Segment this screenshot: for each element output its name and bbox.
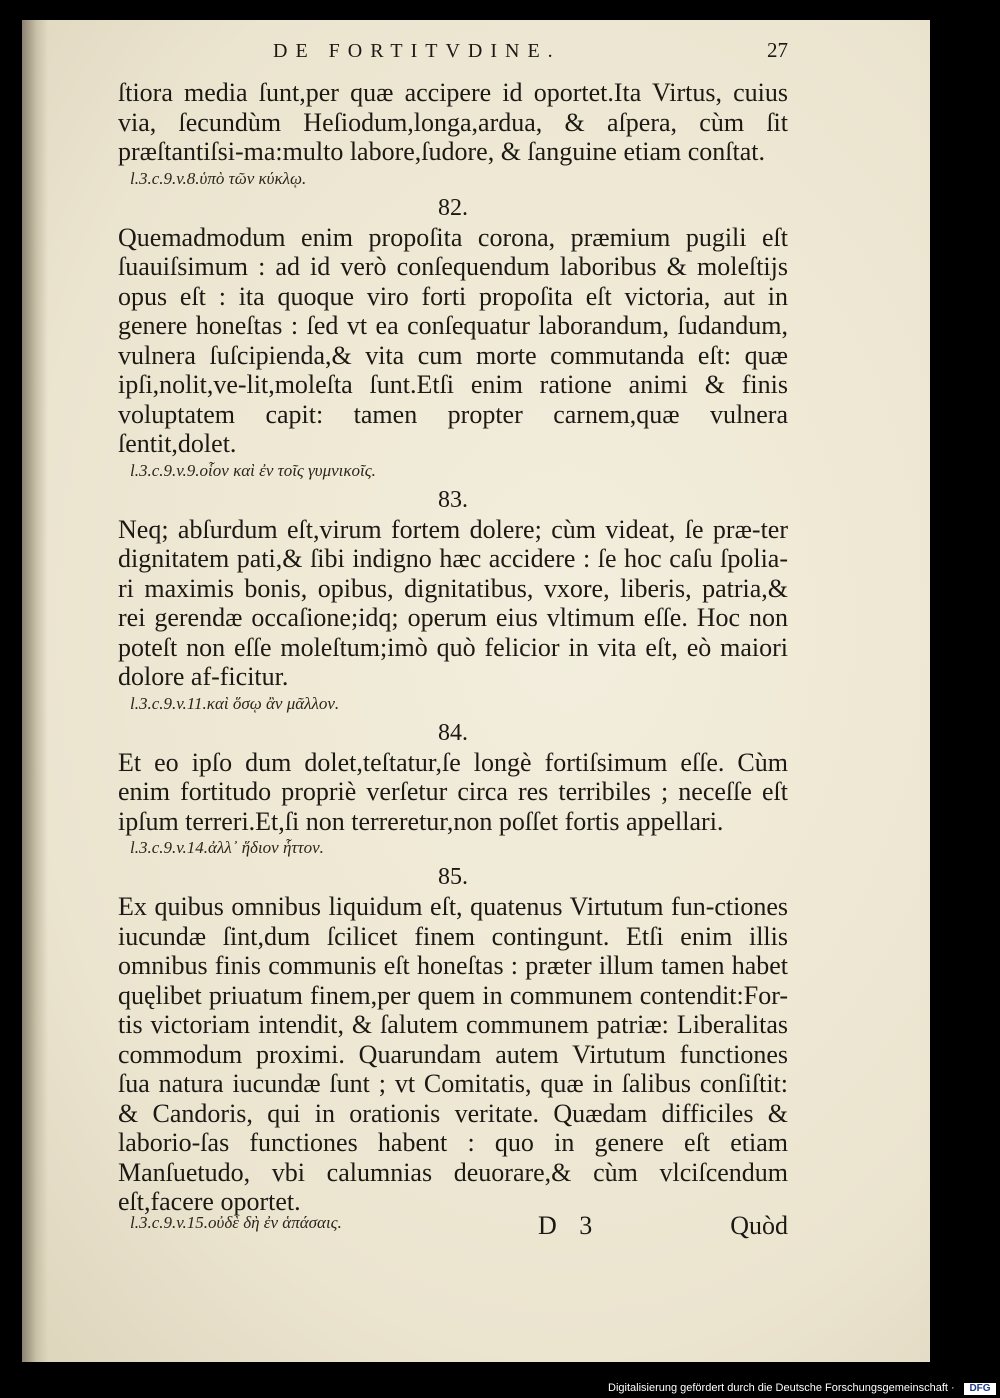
signature-mark: D 3	[538, 1210, 593, 1240]
section-number-84: 84.	[438, 719, 468, 746]
marginal-reference: l.3.c.9.v.11.καὶ ὅσῳ ἂν μᾶλλον.	[130, 693, 340, 713]
running-head: DE FORTITVDINE.	[273, 40, 561, 62]
paragraph-85: Ex quibus omnibus liquidum eſt, quatenus Virtutum fun-ctiones iucundæ ſint,dum ſcilicet finem contingunt. Etſi enim illis omnibus finis communis eſt honeſtas : præter illum tamen habet quęlibet priuatum finem,per quem in communem contendit:For-tis victoriam intendit, & ſalutem communem patriæ: Liberalitas commodum proximi. Quarundam autem Virtutum functiones ſua natura iucundæ ſunt ; vt Comitatis, quæ in ſalibus conſiſtit: & Candoris, qui in orationis veritate. Quædam difficiles & laborio-ſas functiones habent : quo in genere eſt etiam Manſuetudo, vbi calumnias deuorare,& cùm vlciſcendum eſt,facere oportet.	[118, 892, 788, 1216]
paragraph-81-continuation: ſtiora media ſunt,per quæ accipere id oportet.Ita Virtus, cuius via, ſecundùm Heſiodum,longa,ardua, & aſpera, cùm ſit præſtantiſsi-ma:multo labore,ſudore, & ſanguine etiam conſtat.	[118, 78, 788, 166]
page-gutter-shadow	[22, 20, 48, 1362]
paragraph-84: Et eo ipſo dum dolet,teſtatur,ſe longè fortiſsimum eſſe. Cùm enim fortitudo propriè verſetur circa res terribiles ; neceſſe eſt ipſum terreri.Et,ſi non terreretur,non poſſet fortis appellari.	[118, 747, 788, 836]
digitization-credit: Digitalisierung gefördert durch die Deutsche Forschungsgemeinschaft ·	[608, 1382, 955, 1394]
section-number-85: 85.	[438, 864, 468, 890]
paragraph-82: Quemadmodum enim propoſita corona, præmium pugili eſt ſuauiſsimum : ad id verò conſequendum laboribus & moleſtijs opus eſt : ita quoque viro forti propoſita eſt victoria, aut in genere honeſtas : ſed vt ea conſequatur laborandum, ſudandum, vulnera ſuſcipienda,& vita cum morte commutanda eſt: quæ ipſi,nolit,ve-lit,moleſta ſunt.Etſi enim ratione animi & finis voluptatem capit: tamen propter carnem,quæ vulnera ſentit,dolet.	[118, 222, 788, 458]
marginal-reference: l.3.c.9.v.8.ὑπὸ τῶν κύκλῳ.	[130, 168, 307, 188]
paragraph-83: Neq; abſurdum eſt,virum fortem dolere; cùm videat, ſe præ-ter dignitatem pati,& ſibi indigno hæc accidere : ſe hoc caſu ſpolia-ri maximis bonis, opibus, dignitatibus, vxore, liberis, patria,& rei gerendæ occaſione;idq; operum eius vltimum eſſe. Hoc non poteſt non eſſe moleſtum;imò quò felicior in vita eſt, eò maiori dolore af-ficitur.	[118, 514, 788, 691]
dfg-logo: DFG	[964, 1383, 996, 1395]
section-number-82: 82.	[438, 194, 468, 221]
page-content	[118, 40, 788, 1255]
page-number: 27	[767, 38, 788, 62]
marginal-reference: l.3.c.9.v.15.οὐδὲ δὴ ἐν ἁπάσαις.	[130, 1212, 342, 1232]
section-number-83: 83.	[438, 486, 468, 513]
catchword: Quòd	[730, 1210, 788, 1240]
marginal-reference: l.3.c.9.v.9.οἷον καὶ ἐν τοῖς γυμνικοῖς.	[130, 460, 376, 480]
marginal-reference: l.3.c.9.v.14.ἀλλ᾽ ἥδιον ἧττον.	[130, 838, 324, 857]
page-footer	[118, 1211, 788, 1255]
page-header	[118, 40, 788, 76]
